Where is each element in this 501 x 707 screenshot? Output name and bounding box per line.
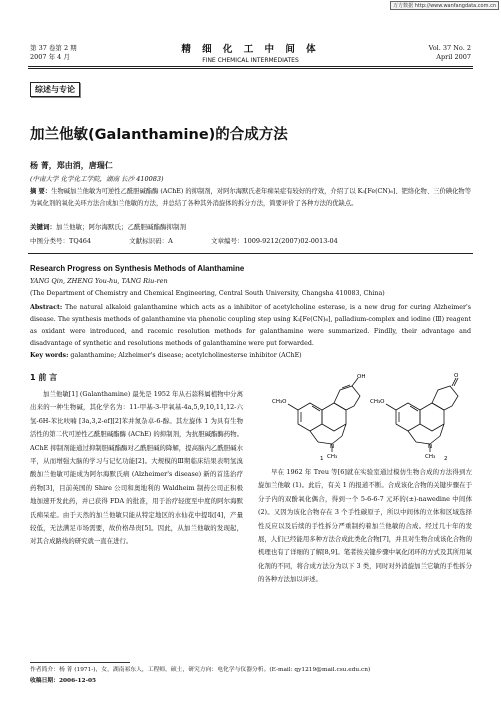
affiliation-cn: (中南大学 化学化工学院，湖南 长沙 410083) xyxy=(30,175,164,183)
molecule-1-skeleton xyxy=(288,378,360,452)
journal-title-en: FINE CHEMICAL INTERMEDIATES xyxy=(202,57,299,64)
mol2-o-label: O xyxy=(454,373,459,379)
keywords-en xyxy=(30,352,302,359)
footnote-received: 收稿日期：2006-12-05 xyxy=(30,678,97,684)
affiliation-en: (The Department of Chemistry and Chemical Engineering, Central South University, Changsha 410083, China) xyxy=(30,290,385,297)
footnote-rule xyxy=(30,662,130,663)
mol1-oh-label: OH xyxy=(357,374,366,380)
header-vol-info xyxy=(429,44,471,62)
watermark-badge[interactable]: 万方数据 http://www.wanfangdata.com.cn xyxy=(390,1,499,10)
abstract-cn-text: 生物碱加兰他敏为可逆性乙酰胆碱酯酶 (AChE) 的抑制剂，对阿尔海默氏老年痴呆症有较好的疗效，介绍了以 K₃[Fe(CN)₆]、钯络化物、三价碘化物等为氧化剂的氧化关环方法合成加兰他敏的方法，并总结了各种其外消旋体的拆分方法，简要评价了各种方法的优缺点。 xyxy=(30,188,472,207)
mol2-number-label: 2 xyxy=(444,456,448,460)
abstract-cn xyxy=(30,186,471,210)
header-rule xyxy=(28,66,473,67)
mol1-ch3o-label: CH₃O xyxy=(272,399,287,405)
header-date: 2007 年 4 月 xyxy=(30,53,70,61)
keywords-cn xyxy=(30,222,186,231)
article-number: 文章编号：1009-9212(2007)02-0013-04 xyxy=(210,237,338,245)
header-vol-en: Vol. 37 No. 2 xyxy=(428,44,471,52)
body-right-column: 早在 1962 年 Treu 等[6]就在实验室通过模仿生物合成的方法得到左旋加兰他敏 (1)。此后，有关 1 的报道不断。合成该化合物的关键步骤在于分子内的双酚氧化偶合，得到一个 5-6-6-7 元环的(±)-nawedine 中间体 (2)。又因为该化合物存在 3 个手性碳原子，所以中间体的立体和区域选择性反应以及后续的手性拆分严重制约着加兰他敏的合成。经过几十年的发展，人们已经能用多种方法合成此类化合物[7]，并且对生物合成该化合物的机理也有了详细的了解[8,9]。笔者按关键步骤中氧化闭环的方式及其所用氧化剂的不同，将合成方法分为以下 3 类，同时对外消旋加兰它敏的手性拆分的各种方法加以评述。 xyxy=(258,468,472,584)
article-title-en: Research Progress on Synthesis Methods of Alanthamine xyxy=(30,264,245,273)
authors-en: YANG Qin, ZHENG You-hu, TANG Riu-ren xyxy=(30,277,168,285)
keywords-en-label: Key words: xyxy=(30,352,69,359)
doc-code: 文献标识码：A xyxy=(129,237,173,245)
body-left-column: 加兰他敏[1] (Galanthamine) 最先是 1952 年从石蒜科属植物中分离出来的一种生物碱，其化学名为：11-甲基-3-甲氧基-4a,5,9,10,11,12-六氢-6H-苯比呋喃 [3a,3,2-ef][2]苯并氮杂卓-6-醇。其左旋体 1 为具有生物活性的第二代可逆性乙酰胆碱酯酶 (AChE) 的抑制剂，为抗胆碱酯酶药物。AChE 抑制剂能通过抑制胆碱酯酶对乙酰胆碱的降解，提高脑内乙酰胆碱水平，从而增强大脑的学习与记忆功能[2]。大规模的Ⅲ期临床结果表明氢溴酸加兰他敏可能成为阿尔海默氏病 (Alzheimer's disease) 新的首选治疗药物[3]，目前英国的 Shire 公司和奥地利的 Waldheim 制药公司正积极地加速开发此药，并已获得 FDA 的批准，用于治疗轻度至中度的阿尔海默氏痴呆症。由于天然的加兰他敏只能从特定地区的水仙花中提取[4]，产量较低，无法满足市场需要，故价格昂贵[5]。因此，从加兰他敏的发现起，对其合成路线的研究就一直在进行。 xyxy=(30,390,243,546)
galanthamine-structures-figure xyxy=(258,372,472,460)
header-rule-second xyxy=(28,68,473,69)
abstract-cn-label: 摘 要： xyxy=(30,188,52,195)
keywords-cn-label: 关键词： xyxy=(30,223,56,231)
mol1-ch3-label: CH₃ xyxy=(327,454,338,460)
classification-row xyxy=(30,236,374,245)
article-title-cn: 加兰他敏(Galanthamine)的合成方法 xyxy=(30,127,288,143)
section-badge: 综述与专论 xyxy=(30,82,80,97)
abstract-en-label: Abstract: xyxy=(30,304,63,311)
mol2-ch3o-label: CH₃O xyxy=(370,399,385,405)
footnote-author: 作者简介：杨 菁 (1971-)，女，湖南祁东人，工程师，硕士，研究方向：电化学与仪器分析。(E-mail: qy1219@mail.csu.edu.cn) xyxy=(30,667,371,673)
abstract-divider xyxy=(28,253,473,254)
clc-number: 中图分类号：TQ464 xyxy=(30,237,92,245)
authors-cn: 杨 菁，郑由消，唐瑞仁 xyxy=(30,160,113,170)
section-heading-intro: 1 前 言 xyxy=(30,373,58,382)
molecule-2-skeleton xyxy=(386,378,458,452)
mol2-n-label: N xyxy=(428,444,433,450)
abstract-en xyxy=(30,302,471,350)
mol2-ch3-label: CH₃ xyxy=(425,454,436,460)
mol1-n-label: N xyxy=(330,444,335,450)
keywords-en-text: galanthamine; Alzheimer's disease; acetylcholinesterse inhibitor (AChE) xyxy=(70,352,302,359)
keywords-cn-text: 加兰他敏；阿尔海默氏；乙酰胆碱酯酶抑制剂 xyxy=(56,223,186,231)
footnote xyxy=(30,665,370,687)
journal-title-cn: 精 细 化 工 中 间 体 xyxy=(181,44,320,55)
header-volume: 第 37 卷第 2 期 xyxy=(30,44,77,52)
mol1-number-label: 1 xyxy=(320,456,324,460)
header-date-en: April 2007 xyxy=(436,53,471,61)
abstract-en-text: The natural alkaloid galanthamine which acts as a inhibitor of acetylcholine esterase, is a new drug for curing Alzheimer's disease. The synthesis methods of galanthamine via phenolic coupling step using K₃[Fe(CN)₆], palladium-complex and iodine (Ⅲ) reagent as oxidant were introduced, and racemic resolution methods for galanthamine were summarized. Findlly, their advantage and disadvantage of synthetic and resolutions methods of galanthamine were put forwarded. xyxy=(30,304,471,347)
journal-masthead xyxy=(0,41,501,64)
